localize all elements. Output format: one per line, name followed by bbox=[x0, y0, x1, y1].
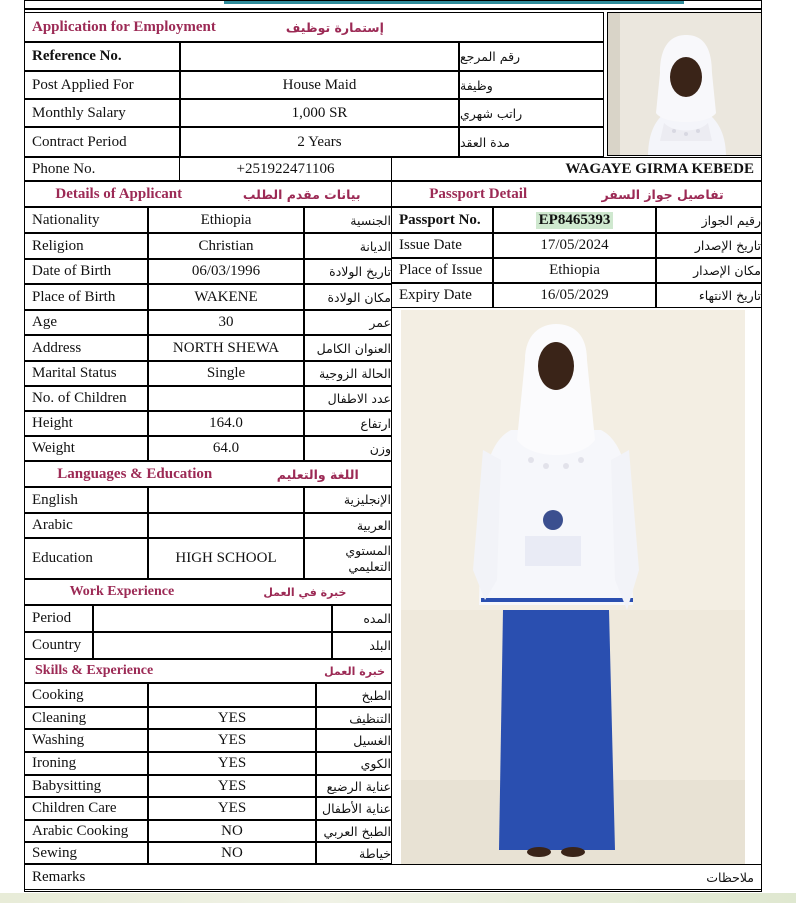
applicant-row-label-ar: عدد الاطفال bbox=[304, 386, 392, 411]
passport-row-value: 16/05/2029 bbox=[493, 283, 656, 308]
skill-row-value: NO bbox=[148, 820, 316, 842]
applicant-row-label-ar: تاريخ الولادة bbox=[304, 259, 392, 284]
skill-row-value: YES bbox=[148, 797, 316, 820]
skill-row-label-ar: الغسيل bbox=[316, 729, 392, 752]
applicant-row-label: Place of Birth bbox=[24, 284, 148, 310]
passport-row-label-ar: رقيم الجواز bbox=[656, 207, 762, 233]
languages-section-header bbox=[24, 461, 392, 487]
applicant-row-label-ar: الديانة bbox=[304, 233, 392, 259]
skill-row-label: Sewing bbox=[24, 842, 148, 864]
passport-row-label-ar: تاريخ الإصدار bbox=[656, 233, 762, 258]
language-row-label-ar: المستوي التعليمي bbox=[304, 538, 392, 579]
skill-row-value: YES bbox=[148, 775, 316, 797]
applicant-row-label-ar: مكان الولادة bbox=[304, 284, 392, 310]
top-row-label-ar: وظيفة bbox=[459, 71, 604, 99]
applicant-row-label-ar: عمر bbox=[304, 310, 392, 335]
skill-row-label-ar: عناية الأطفال bbox=[316, 797, 392, 820]
top-row-label: Reference No. bbox=[24, 42, 180, 71]
applicant-title-en: Details of Applicant bbox=[55, 185, 183, 202]
language-row-label: Education bbox=[24, 538, 148, 579]
work-row-value bbox=[93, 605, 332, 632]
applicant-title-ar: بيانات مقدم الطلب bbox=[242, 186, 361, 202]
skill-row-label: Children Care bbox=[24, 797, 148, 820]
passport-row-label: Passport No. bbox=[391, 207, 493, 233]
work-row-label: Period bbox=[24, 605, 93, 632]
applicant-row-value: Single bbox=[148, 361, 304, 386]
skill-row-value: NO bbox=[148, 842, 316, 864]
skill-row-value: YES bbox=[148, 729, 316, 752]
skill-row-label: Washing bbox=[24, 729, 148, 752]
applicant-row-label: Weight bbox=[24, 436, 148, 461]
top-row-value: 2 Years bbox=[180, 127, 459, 157]
applicant-row-label-ar: العنوان الكامل bbox=[304, 335, 392, 361]
skill-row-label-ar: الكوي bbox=[316, 752, 392, 775]
skill-row-label: Arabic Cooking bbox=[24, 820, 148, 842]
form-title-ar: إستمارة توظيف bbox=[285, 19, 384, 35]
work-row-label: Country bbox=[24, 632, 93, 659]
skill-row-label: Ironing bbox=[24, 752, 148, 775]
passport-row-value bbox=[493, 207, 656, 233]
applicant-section-header bbox=[24, 181, 392, 207]
passport-number-highlight: EP8465393 bbox=[536, 212, 614, 229]
skill-row-label-ar: الطبخ العربي bbox=[316, 820, 392, 842]
skill-row-label: Cooking bbox=[24, 683, 148, 707]
applicant-row-value bbox=[148, 386, 304, 411]
portrait-photo bbox=[607, 12, 762, 156]
skill-row-value bbox=[148, 683, 316, 707]
language-row-label-ar: الإنجليزية bbox=[304, 487, 392, 513]
skill-row-value: YES bbox=[148, 707, 316, 729]
passport-row-label-ar: مكان الإصدار bbox=[656, 258, 762, 283]
remarks-label-ar: ملاحظات bbox=[706, 869, 754, 885]
passport-title-ar: تفاصيل جواز السفر bbox=[601, 186, 724, 202]
applicant-row-value: 30 bbox=[148, 310, 304, 335]
passport-title-en: Passport Detail bbox=[429, 185, 528, 202]
skill-row-label-ar: عناية الرضيع bbox=[316, 775, 392, 797]
bottom-strip bbox=[0, 893, 796, 903]
top-row-label-ar: راتب شهري bbox=[459, 99, 604, 127]
passport-section-header bbox=[391, 181, 762, 207]
skills-title-en: Skills & Experience bbox=[35, 663, 154, 678]
passport-row-value: Ethiopia bbox=[493, 258, 656, 283]
applicant-row-label: Address bbox=[24, 335, 148, 361]
top-row-value bbox=[180, 42, 459, 71]
top-row-value: House Maid bbox=[180, 71, 459, 99]
applicant-row-value: Christian bbox=[148, 233, 304, 259]
applicant-row-label-ar: وزن bbox=[304, 436, 392, 461]
candidate-name: WAGAYE GIRMA KEBEDE bbox=[391, 157, 762, 181]
phone-value: +251922471106 bbox=[179, 157, 392, 181]
applicant-row-value: 06/03/1996 bbox=[148, 259, 304, 284]
skill-row-label-ar: التنظيف bbox=[316, 707, 392, 729]
applicant-row-label: Height bbox=[24, 411, 148, 436]
skill-row-label-ar: خياطة bbox=[316, 842, 392, 864]
languages-title-en: Languages & Education bbox=[57, 465, 213, 482]
skill-row-label: Babysitting bbox=[24, 775, 148, 797]
language-row-value bbox=[148, 513, 304, 538]
work-section-header bbox=[24, 579, 392, 605]
form-title-en: Application for Employment bbox=[32, 18, 216, 35]
applicant-row-label: Age bbox=[24, 310, 148, 335]
applicant-row-label: Religion bbox=[24, 233, 148, 259]
language-row-label: Arabic bbox=[24, 513, 148, 538]
applicant-row-value: 64.0 bbox=[148, 436, 304, 461]
skills-section-header bbox=[24, 659, 392, 683]
language-row-label: English bbox=[24, 487, 148, 513]
remarks-row bbox=[24, 864, 762, 890]
skill-row-label: Cleaning bbox=[24, 707, 148, 729]
top-row-label-ar: رقم المرجع bbox=[459, 42, 604, 71]
top-row-label: Post Applied For bbox=[24, 71, 180, 99]
full-body-photo bbox=[401, 310, 745, 864]
applicant-row-label: Date of Birth bbox=[24, 259, 148, 284]
passport-row-label-ar: تاريخ الانتهاء bbox=[656, 283, 762, 308]
applicant-row-value: NORTH SHEWA bbox=[148, 335, 304, 361]
top-row-label: Monthly Salary bbox=[24, 99, 180, 127]
top-row-label-ar: مدة العقد bbox=[459, 127, 604, 157]
applicant-row-value: Ethiopia bbox=[148, 207, 304, 233]
work-row-value bbox=[93, 632, 332, 659]
applicant-row-label: Marital Status bbox=[24, 361, 148, 386]
applicant-row-label-ar: ارتفاع bbox=[304, 411, 392, 436]
passport-row-label: Place of Issue bbox=[391, 258, 493, 283]
top-row-value: 1,000 SR bbox=[180, 99, 459, 127]
work-row-label-ar: البلد bbox=[332, 632, 392, 659]
passport-row-value: 17/05/2024 bbox=[493, 233, 656, 258]
work-title-ar: خبرة في العمل bbox=[263, 585, 347, 599]
remarks-label: Remarks bbox=[32, 868, 86, 885]
form-header bbox=[24, 12, 604, 42]
work-row-label-ar: المده bbox=[332, 605, 392, 632]
passport-row-label: Issue Date bbox=[391, 233, 493, 258]
work-title-en: Work Experience bbox=[69, 584, 175, 599]
applicant-row-value: 164.0 bbox=[148, 411, 304, 436]
top-row-label: Contract Period bbox=[24, 127, 180, 157]
applicant-row-label: Nationality bbox=[24, 207, 148, 233]
language-row-value bbox=[148, 487, 304, 513]
language-row-label-ar: العربية bbox=[304, 513, 392, 538]
skill-row-label-ar: الطبخ bbox=[316, 683, 392, 707]
language-row-value: HIGH SCHOOL bbox=[148, 538, 304, 579]
skill-row-value: YES bbox=[148, 752, 316, 775]
applicant-row-label-ar: الحالة الزوجية bbox=[304, 361, 392, 386]
skills-title-ar: خبرة العمل bbox=[324, 664, 385, 678]
applicant-row-value: WAKENE bbox=[148, 284, 304, 310]
languages-title-ar: اللغة والتعليم bbox=[276, 466, 359, 482]
applicant-row-label: No. of Children bbox=[24, 386, 148, 411]
applicant-row-label-ar: الجنسية bbox=[304, 207, 392, 233]
phone-label: Phone No. bbox=[24, 157, 180, 181]
passport-row-label: Expiry Date bbox=[391, 283, 493, 308]
